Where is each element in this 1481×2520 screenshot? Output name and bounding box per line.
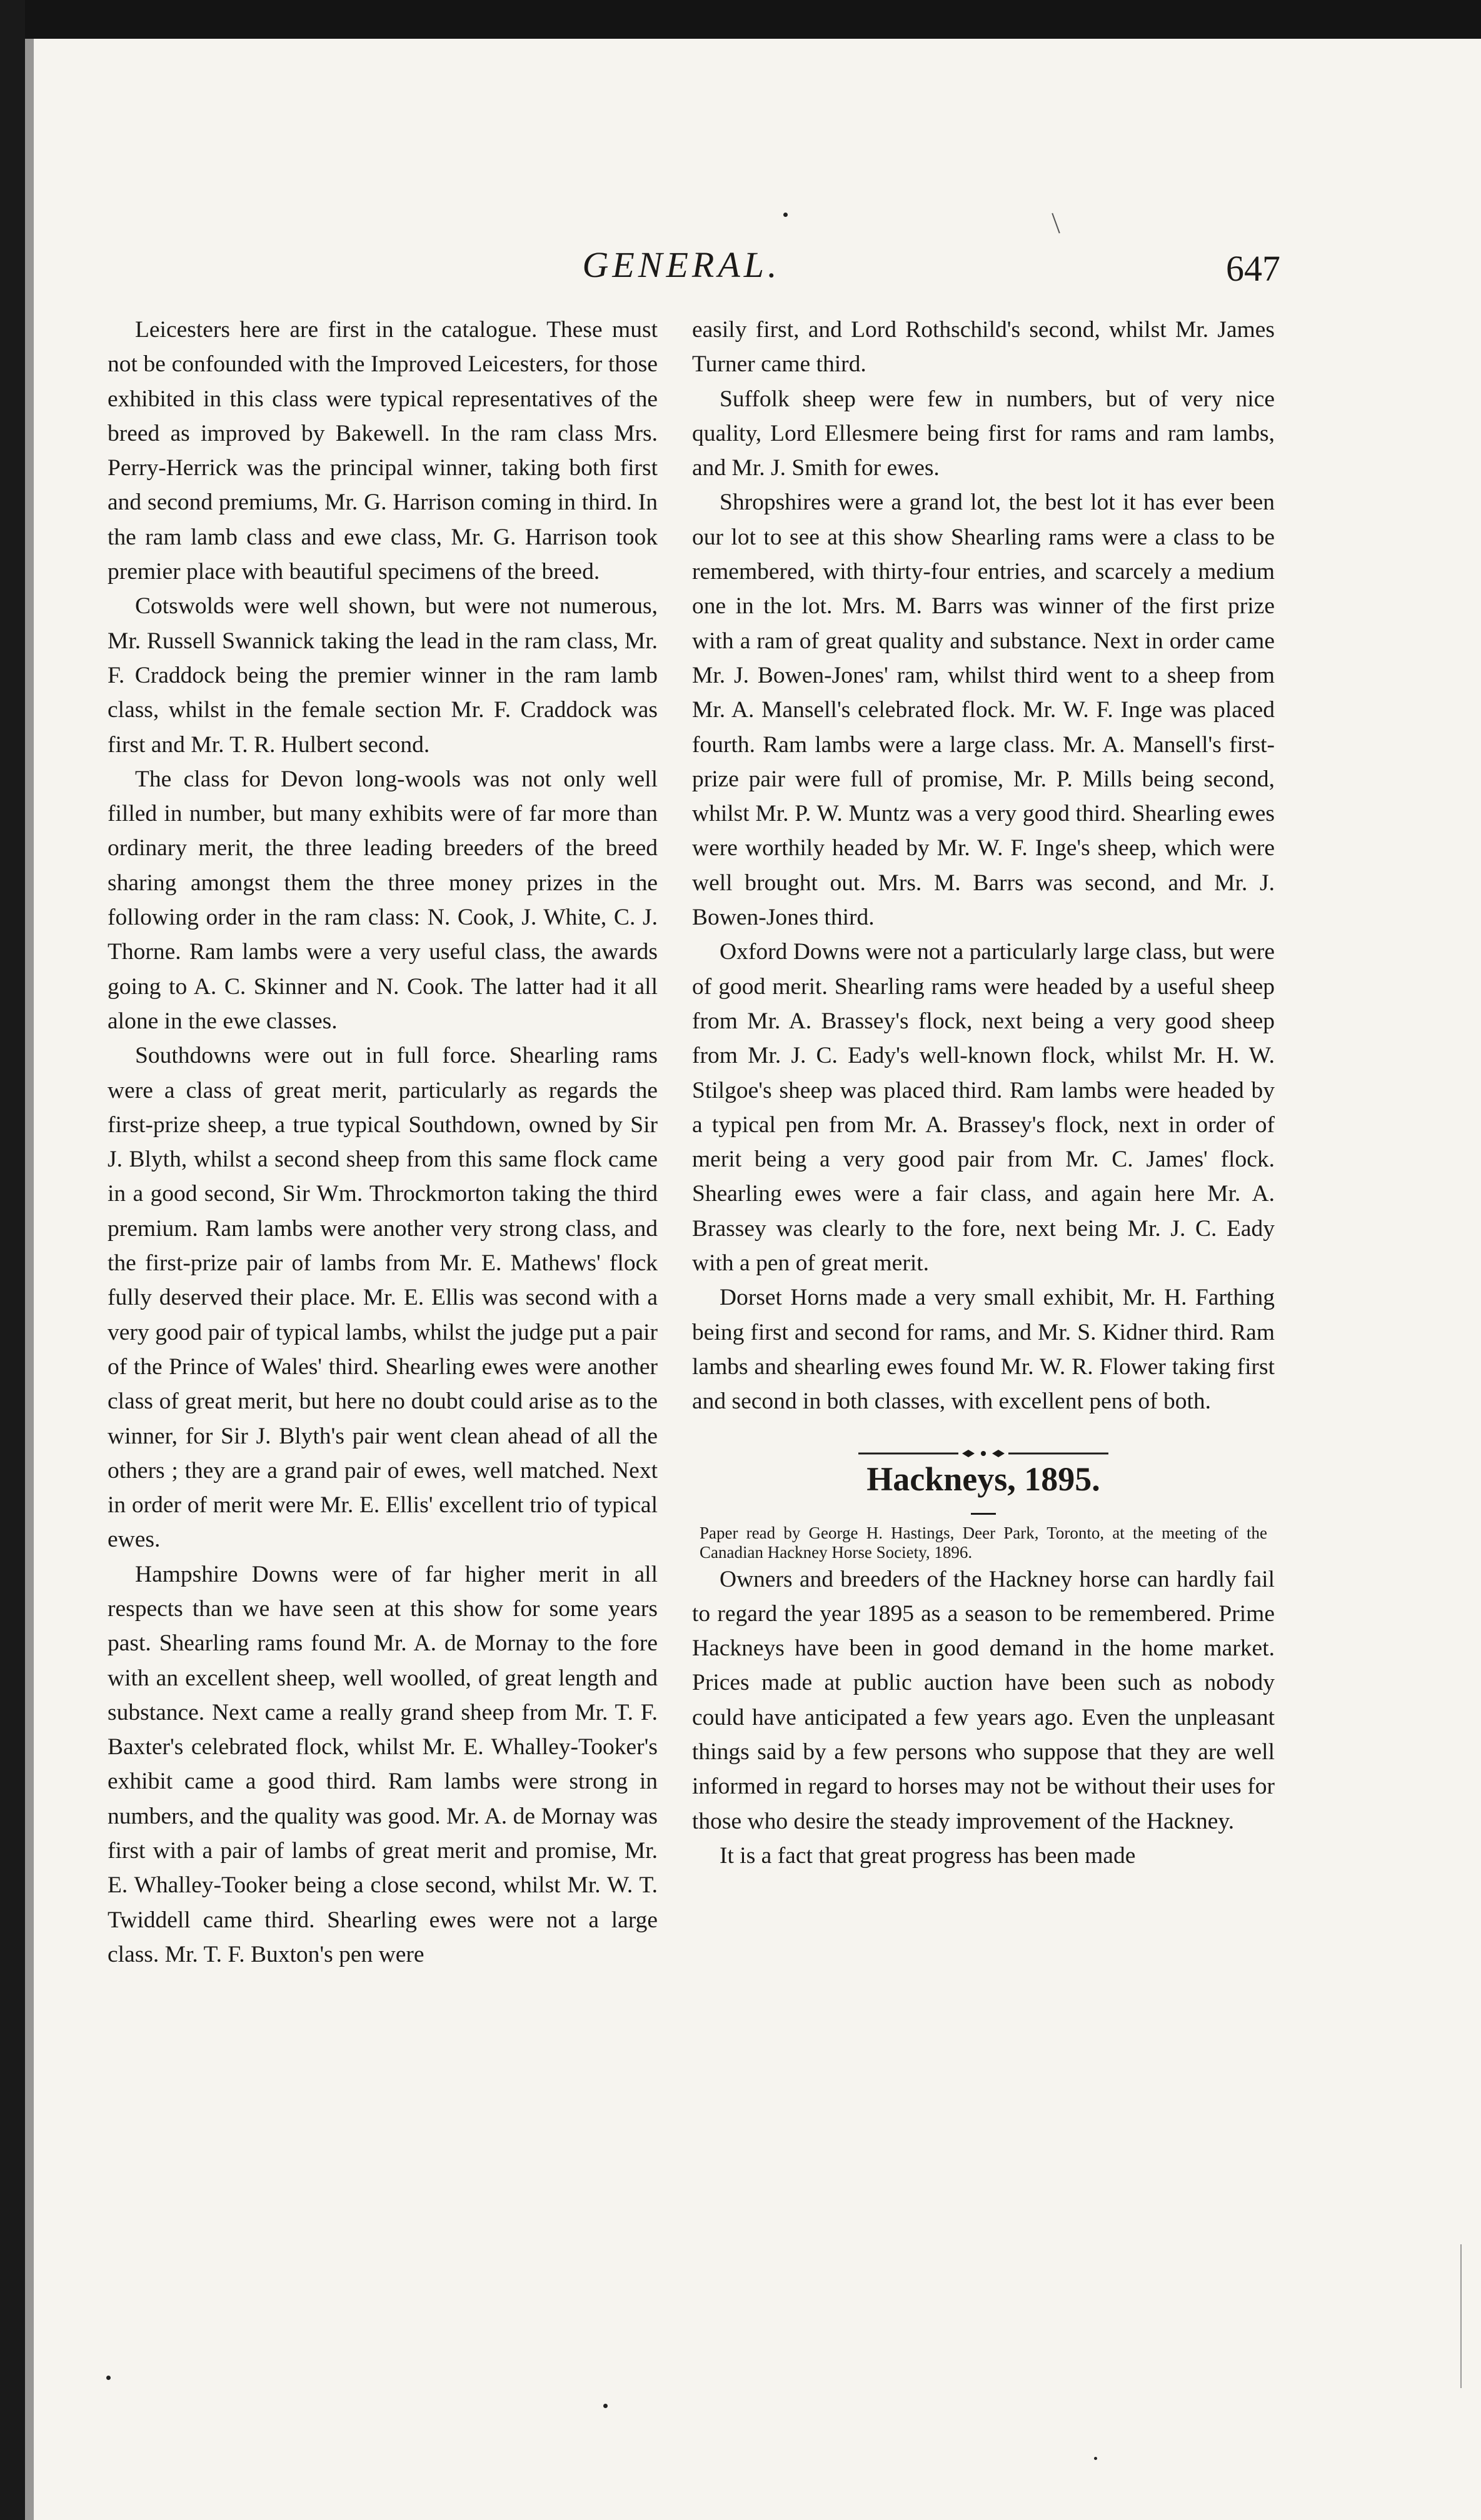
scan-left-border: [0, 0, 25, 2520]
scan-speck: [106, 2376, 111, 2380]
scan-speck: [1094, 2457, 1097, 2460]
left-column: [108, 313, 658, 1972]
section-divider-ornament: [858, 1447, 1108, 1460]
paragraph-devon-long-wools: The class for Devon long-wools was not only well filled in number, but many exhibits were of far more than ordinary merit, the three leading breeders of the breed sharing amongst them the three money prizes in the following order in the ram class: N. Cook, J. White, C. J. Thorne. Ram lambs were a very useful class, the awards going to A. C. Skinner and N. Cook. The latter had it all alone in the ewe classes.: [108, 766, 658, 1034]
running-head: GENERAL.: [582, 244, 781, 285]
paragraph-hackney-owners: Owners and breeders of the Hackney horse can hardly fail to regard the year 1895 as a season to be remembered. Prime Hackneys have been in good demand in the home market. Prices made at public auction have been such as nobody could have anticipated a few years ago. Even the unpleasant things said by a few persons who suppose that they are well informed in regard to horses may not be without their uses for those who desire the steady improvement of the Hackney.: [692, 1566, 1275, 1834]
paragraph-suffolk: Suffolk sheep were few in numbers, but of very nice quality, Lord Ellesmere being first for rams and ram lambs, and Mr. J. Smith for ewes.: [692, 386, 1275, 481]
paragraph-southdowns: Southdowns were out in full force. Shearling rams were a class of great merit, particularly as regards the first-prize sheep, a true typical Southdown, owned by Sir J. Blyth, whilst a second sheep from this same flock came in a good second, Sir Wm. Throckmorton taking the third premium. Ram lambs were another very strong class, and the first-prize pair of lambs from Mr. E. Mathews' flock fully deserved their place. Mr. E. Ellis was second with a very good pair of typical lambs, whilst the judge put a pair of the Prince of Wales' third. Shearling ewes were another class of great merit, but here no doubt could arise as to the winner, for Sir J. Blyth's pair went clean ahead of all the others ; they are a grand pair of ewes, well matched. Next in order of merit were Mr. E. Ellis' excellent trio of typical ewes.: [108, 1043, 658, 1553]
paragraph-cotswolds: Cotswolds were well shown, but were not numerous, Mr. Russell Swannick taking the lead in the ram class, Mr. F. Craddock being the premier winner in the ram lamb class, whilst in the female section Mr. F. Craddock was first and Mr. T. R. Hulbert second.: [108, 593, 658, 758]
paragraph-dorset-horns: Dorset Horns made a very small exhibit, Mr. H. Farthing being first and second for rams, and Mr. S. Kidner third. Ram lambs and shearling ewes found Mr. W. R. Flower taking first and second in both classes, with excellent pens of both.: [692, 1285, 1275, 1415]
paragraph-hampshire-downs: Hampshire Downs were of far higher merit in all respects than we have seen at this show for some years past. Shearling rams found Mr. A. de Mornay to the fore with an excellent sheep, well woolled, of great length and substance. Next came a really grand sheep from Mr. T. F. Baxter's celebrated flock, whilst Mr. E. Whalley-Tooker's exhibit came a good third. Ram lambs were strong in numbers, and the quality was good. Mr. A. de Mornay was first with a pair of lambs of great merit and promise, Mr. E. Whalley-Tooker being a close second, whilst Mr. W. T. Twiddell came third. Shearling ewes were not a large class. Mr. T. F. Buxton's pen were: [108, 1561, 658, 1967]
scan-scratch: [1052, 213, 1060, 234]
scan-speck: [783, 213, 788, 217]
right-column: [692, 313, 1275, 1873]
scan-top-border: [0, 0, 1481, 39]
article-byline: Paper read by George H. Hastings, Deer Park, Toronto, at the meeting of the Canadian Hackney Horse Society, 1896.: [700, 1523, 1267, 1562]
scan-page-edge-shadow: [25, 39, 34, 2520]
scan-speck: [603, 2404, 608, 2408]
paragraph-leicesters: Leicesters here are first in the catalogue. These must not be confounded with the Improved Leicesters, for those exhibited in this class were typical representatives of the breed as improved by Bakewell. In the ram class Mrs. Perry-Herrick was the principal winner, taking both first and second premiums, Mr. G. Harrison coming in third. In the ram lamb class and ewe class, Mr. G. Harrison took premier place with beautiful specimens of the breed.: [108, 317, 658, 585]
paragraph-shropshires: Shropshires were a grand lot, the best lot it has ever been our lot to see at this show Shearling rams were a class to be remembered, with thirty-four entries, and scarcely a medium one in the lot. Mrs. M. Barrs was winner of the first prize with a ram of great quality and substance. Next in order came Mr. J. Bowen-Jones' ram, whilst third went to a sheep from Mr. A. Mansell's celebrated flock. Mr. W. F. Inge was placed fourth. Ram lambs were a large class. Mr. A. Mansell's first-prize pair were full of promise, Mr. P. Mills being second, whilst Mr. P. W. Muntz was a very good third. Shearling ewes were worthily headed by Mr. W. F. Inge's sheep, which were well brought out. Mrs. M. Barrs was second, and Mr. J. Bowen-Jones third.: [692, 489, 1275, 931]
paragraph-continuation: easily first, and Lord Rothschild's second, whilst Mr. James Turner came third.: [692, 317, 1275, 378]
article-title: Hackneys, 1895.: [866, 1460, 1100, 1498]
paragraph-oxford-downs: Oxford Downs were not a particularly large class, but were of good merit. Shearling rams were headed by a useful sheep from Mr. A. Brassey's flock, next being a very good sheep from Mr. J. C. Eady's well-known flock, whilst Mr. H. W. Stilgoe's sheep was placed third. Ram lambs were headed by a typical pen from Mr. A. Brassey's flock, next in order of merit being a very good pair from Mr. C. James' flock. Shearling ewes were a fair class, and again here Mr. A. Brassey was clearly to the fore, next being Mr. J. C. Eady with a pen of great merit.: [692, 939, 1275, 1277]
paragraph-hackney-progress: It is a fact that great progress has been made: [720, 1842, 1136, 1869]
scan-scratch: [1460, 2244, 1462, 2388]
title-underline-rule: [971, 1513, 996, 1515]
page-number: 647: [1226, 248, 1280, 289]
